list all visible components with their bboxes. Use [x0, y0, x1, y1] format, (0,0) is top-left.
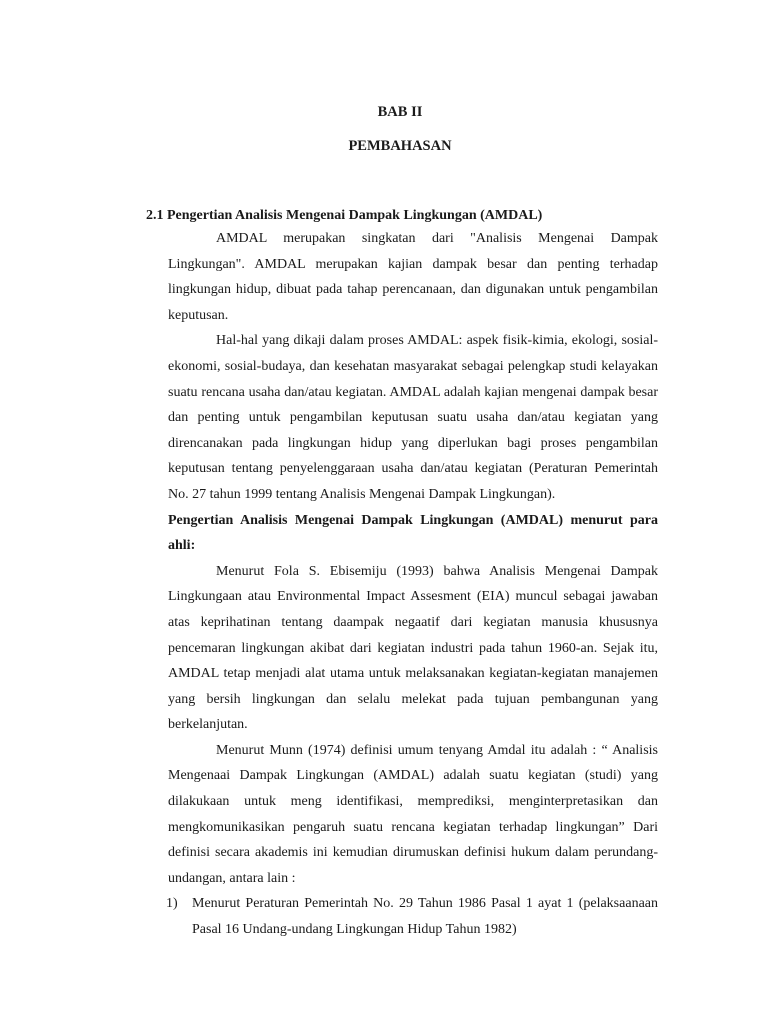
paragraph: Hal-hal yang dikaji dalam proses AMDAL: aspek fisik-kimia, ekologi, sosial-ekonomi, sosial-budaya, dan kesehatan masyarakat sebagai pelengkap studi kelayakan suatu rencana usaha dan/atau kegiatan. AMDAL adalah kajian mengenai dampak besar dan penting untuk pengambilan keputusan suatu usaha dan/atau kegiatan yang direncanakan pada lingkungan hidup yang diperlukan bagi proses pengambilan keputusan tentang penyelenggaraan usaha dan/atau kegiatan (Peraturan Pemerintah No. 27 tahun 1999 tentang Analisis Mengenai Dampak Lingkungan). — [168, 333, 658, 502]
section-body — [146, 206, 658, 943]
list-number: 1) — [166, 896, 178, 912]
list-item — [166, 891, 658, 943]
paragraph: Menurut Munn (1974) definisi umum tenyang Amdal itu adalah : “ Analisis Mengenaai Dampak Lingkungan (AMDAL) adalah suatu kegiatan (studi) yang dilakukaan untuk meng identifikasi, memprediksi, menginterpretasikan dan mengkomunikasikan pengaruh suatu rencana kegiatan terhadap lingkungan” Dari definisi secara akademis ini kemudian dirumuskan definisi hukum dalam perundang-undangan, antara lain : — [168, 742, 658, 886]
paragraph: Menurut Fola S. Ebisemiju (1993) bahwa Analisis Mengenai Dampak Lingkungaan atau Environmental Impact Assesment (EIA) muncul sebagai jawaban atas keprihatinan tentang daampak negaatif dari kegiatan manusia khususnya pencemaran lingkungan akibat dari kegiatan industri pada tahun 1960-an. Sejak itu, AMDAL tetap menjadi alat utama untuk melaksanakan kegiatan-kegiatan manajemen yang bersih lingkungan dan selalu melekat pada tujuan pembangunan yang berkelanjutan. — [168, 563, 658, 733]
chapter-number: BAB II — [377, 104, 423, 120]
expert-definition-heading: Pengertian Analisis Mengenai Dampak Lingkungan (AMDAL) menurut para ahli: — [168, 512, 658, 554]
list-text: Menurut Peraturan Pemerintah No. 29 Tahun 1986 Pasal 1 ayat 1 (pelaksaanaan Pasal 16 Undang-undang Lingkungan Hidup Tahun 1982) — [192, 896, 658, 938]
paragraph: AMDAL merupakan singkatan dari "Analisis Mengenai Dampak Lingkungan". AMDAL merupakan kajian dampak besar dan penting terhadap lingkungan hidup, dibuat pada tahap perencanaan, dan digunakan untuk pengambilan keputusan. — [168, 231, 658, 323]
section-heading: 2.1 Pengertian Analisis Mengenai Dampak Lingkungan (AMDAL) — [146, 208, 543, 223]
chapter-title: PEMBAHASAN — [348, 138, 452, 154]
